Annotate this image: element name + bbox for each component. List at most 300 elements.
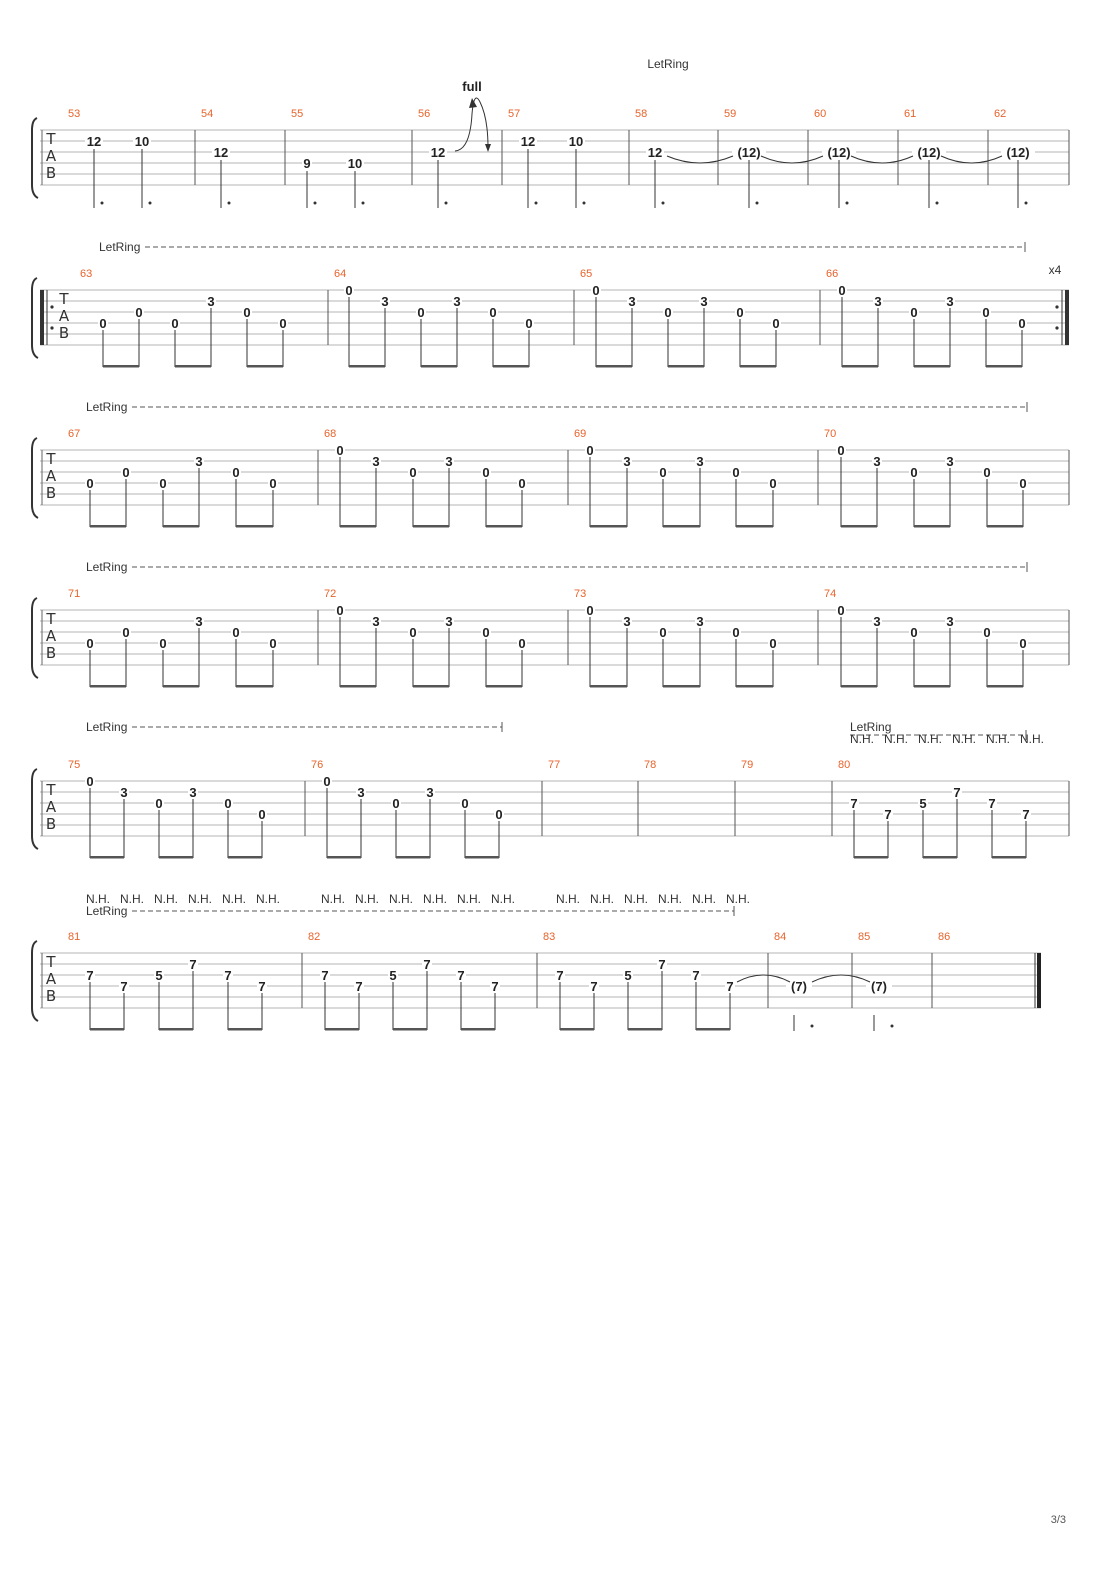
fret-number: 0 [122,625,130,640]
fret-number: 3 [453,294,461,309]
fret-number: 7 [658,957,666,972]
tab-clef-b: B [58,324,70,342]
tab-clef-a: A [45,467,57,485]
duration-dot [314,202,317,205]
fret-number: 0 [232,465,240,480]
harmonic-label: N.H. [355,892,379,906]
beam [90,525,126,528]
fret-number: 0 [495,807,503,822]
tab-clef-a: A [45,798,57,816]
fret-number: 0 [461,796,469,811]
fret-number: 0 [518,636,526,651]
fret-number: 0 [482,465,490,480]
fret-number: 5 [155,968,163,983]
let-ring-label: LetRing [86,400,128,414]
tie-arc [851,156,913,163]
tab-clef-b: B [45,987,57,1005]
fret-number: 3 [445,614,453,629]
harmonic-label: N.H. [850,732,874,746]
fret-number: 0 [983,465,991,480]
fret-number: 0 [659,465,667,480]
system-bracket [32,278,38,358]
measure-number: 59 [724,108,737,120]
beam [461,1028,495,1031]
fret-number: 0 [86,476,94,491]
harmonic-label: N.H. [590,892,614,906]
beam [842,365,878,368]
beam [854,856,888,859]
fret-number: 7 [988,796,996,811]
beam [493,365,529,368]
fret-number: 0 [99,316,107,331]
harmonic-label: N.H. [1020,732,1044,746]
fret-number: 3 [207,294,215,309]
fret-number: 0 [258,807,266,822]
beam [247,365,283,368]
bend-label: full [462,79,482,94]
fret-number: 7 [556,968,564,983]
fret-number: 12 [430,145,446,160]
fret-number: 0 [910,625,918,640]
measure-number: 68 [324,428,337,440]
fret-number: 3 [874,294,882,309]
beam [421,365,457,368]
measure-number: 56 [418,108,431,120]
measure-number: 55 [291,108,304,120]
measure-number: 66 [826,268,839,280]
beam [175,365,211,368]
beam [987,685,1023,688]
beam [560,1028,594,1031]
beam [340,525,376,528]
fret-number: 12 [213,145,229,160]
fret-number: 0 [1019,476,1027,491]
measure-number: 53 [68,108,81,120]
harmonic-label: N.H. [321,892,345,906]
tab-clef-t: T [46,953,56,971]
fret-number: 7 [189,957,197,972]
measure-number: 67 [68,428,81,440]
fret-number: 5 [919,796,927,811]
let-ring-label: LetRing [86,560,128,574]
fret-number: 7 [224,968,232,983]
beam [696,1028,730,1031]
repeat-end-thick [1065,290,1069,345]
measure-number: 54 [201,108,214,120]
fret-number: 7 [86,968,94,983]
measure-number: 82 [308,931,321,943]
tab-clef-a: A [45,627,57,645]
fret-number: 3 [381,294,389,309]
beam [413,525,449,528]
fret-number: 7 [590,979,598,994]
duration-dot [445,202,448,205]
measure-number: 72 [324,588,337,600]
fret-number: 7 [355,979,363,994]
duration-dot [756,202,759,205]
beam [236,685,273,688]
fret-number: 0 [323,774,331,789]
tab-clef-t: T [46,781,56,799]
fret-number: 0 [86,774,94,789]
fret-number: 3 [372,454,380,469]
beam [914,525,950,528]
fret-number: 0 [159,476,167,491]
fret-number: 0 [664,305,672,320]
fret-number: (12) [827,145,851,160]
fret-number: 0 [269,476,277,491]
harmonic-label: N.H. [188,892,212,906]
fret-number: 7 [953,785,961,800]
fret-number: 3 [946,614,954,629]
fret-number: 0 [910,465,918,480]
system-bracket [32,438,38,518]
beam [159,856,193,859]
harmonic-label: N.H. [918,732,942,746]
tab-system [32,769,1069,849]
fret-number: 0 [336,443,344,458]
fret-number: 7 [1022,807,1030,822]
fret-number: 7 [850,796,858,811]
harmonic-label: N.H. [222,892,246,906]
duration-dot [101,202,104,205]
fret-number: 3 [696,614,704,629]
harmonic-label: N.H. [457,892,481,906]
beam [159,1028,193,1031]
fret-number: 0 [269,636,277,651]
beam [327,856,361,859]
fret-number: 3 [120,785,128,800]
fret-number: 3 [946,454,954,469]
beam [90,685,126,688]
duration-dot [891,1025,894,1028]
harmonic-label: N.H. [120,892,144,906]
fret-number: 0 [86,636,94,651]
tab-clef-t: T [46,130,56,148]
fret-number: 0 [586,603,594,618]
measure-number: 70 [824,428,837,440]
fret-number: 3 [426,785,434,800]
beam [228,856,262,859]
measure-number: 84 [774,931,787,943]
measure-number: 74 [824,588,837,600]
beam [923,856,957,859]
duration-dot [662,202,665,205]
fret-number: 0 [837,443,845,458]
measure-number: 60 [814,108,827,120]
measure-number: 65 [580,268,593,280]
let-ring-label: LetRing [86,904,128,918]
fret-number: 3 [195,454,203,469]
fret-number: 3 [946,294,954,309]
measure-number: 76 [311,759,324,771]
page-number: 3/3 [1050,1514,1066,1526]
let-ring-label: LetRing [850,720,892,734]
beam [992,856,1026,859]
beam [413,685,449,688]
repeat-dot [1055,305,1058,308]
measure-number: 62 [994,108,1007,120]
fret-number: 3 [189,785,197,800]
system-bracket [32,118,38,198]
fret-number: 7 [884,807,892,822]
fret-number: 10 [134,134,150,149]
beam [103,365,139,368]
tie-arc [812,975,870,982]
bend-arrowhead [469,98,477,108]
fret-number: (12) [1006,145,1030,160]
harmonic-label: N.H. [423,892,447,906]
fret-number: 0 [243,305,251,320]
measure-number: 86 [938,931,951,943]
fret-number: 7 [120,979,128,994]
let-ring-label: LetRing [99,240,141,254]
beam [740,365,776,368]
fret-number: 0 [482,625,490,640]
fret-number: 3 [700,294,708,309]
duration-dot [583,202,586,205]
harmonic-label: N.H. [154,892,178,906]
fret-number: 0 [732,625,740,640]
beam [986,365,1022,368]
fret-number: 0 [489,305,497,320]
beam [663,525,700,528]
measure-number: 71 [68,588,81,600]
fret-number: 0 [336,603,344,618]
beam [590,525,627,528]
tab-clef-b: B [45,164,57,182]
duration-dot [149,202,152,205]
fret-number: 12 [520,134,536,149]
system-bracket [32,769,38,849]
fret-number: 3 [445,454,453,469]
fret-number: 10 [347,156,363,171]
fret-number: 0 [736,305,744,320]
fret-number: (7) [791,979,807,994]
harmonic-label: N.H. [86,892,110,906]
beam [465,856,499,859]
fret-number: 0 [409,625,417,640]
beam [663,685,700,688]
tab-clef-b: B [45,644,57,662]
beam [236,525,273,528]
beam [90,856,124,859]
beam [163,525,199,528]
beam [668,365,704,368]
tie-arc [761,156,823,163]
tab-clef-b: B [45,815,57,833]
fret-number: 3 [195,614,203,629]
measure-number: 81 [68,931,81,943]
measure-number: 57 [508,108,521,120]
fret-number: 3 [623,614,631,629]
beam [596,365,632,368]
measure-number: 69 [574,428,587,440]
fret-number: 3 [623,454,631,469]
duration-dot [811,1025,814,1028]
beam [486,525,522,528]
fret-number: 0 [1019,636,1027,651]
fret-number: 0 [409,465,417,480]
beam [736,685,773,688]
fret-number: 7 [321,968,329,983]
beam [841,685,877,688]
measure-number: 80 [838,759,851,771]
repeat-dot [50,326,53,329]
fret-number: 0 [224,796,232,811]
let-ring-label: LetRing [647,57,689,71]
fret-number: 12 [647,145,663,160]
duration-dot [936,202,939,205]
fret-number: 3 [357,785,365,800]
harmonic-label: N.H. [389,892,413,906]
measure-number: 64 [334,268,347,280]
harmonic-label: N.H. [726,892,750,906]
fret-number: (12) [917,145,941,160]
measure-number: 83 [543,931,556,943]
fret-number: 0 [518,476,526,491]
tab-clef-t: T [59,290,69,308]
beam [486,685,522,688]
duration-dot [228,202,231,205]
fret-number: 7 [258,979,266,994]
system-bracket [32,598,38,678]
fret-number: 0 [122,465,130,480]
harmonic-label: N.H. [658,892,682,906]
fret-number: 0 [417,305,425,320]
fret-number: 0 [155,796,163,811]
beam [90,1028,124,1031]
measure-number: 63 [80,268,93,280]
fret-number: 0 [159,636,167,651]
harmonic-label: N.H. [491,892,515,906]
beam [340,685,376,688]
beam [987,525,1023,528]
final-barline-thick [1037,953,1041,1008]
measure-number: 85 [858,931,871,943]
beam [914,685,950,688]
beam [325,1028,359,1031]
duration-dot [1025,202,1028,205]
fret-number: 0 [982,305,990,320]
tab-clef-a: A [45,970,57,988]
fret-number: 12 [86,134,102,149]
duration-dot [535,202,538,205]
let-ring-label: LetRing [86,720,128,734]
fret-number: 0 [910,305,918,320]
harmonic-label: N.H. [692,892,716,906]
bend-arrowhead [485,144,491,152]
beam [914,365,950,368]
harmonic-label: N.H. [556,892,580,906]
fret-number: 9 [303,156,311,171]
measure-number: 75 [68,759,81,771]
beam [590,685,627,688]
fret-number: (7) [871,979,887,994]
fret-number: 0 [983,625,991,640]
tab-clef-t: T [46,450,56,468]
fret-number: 7 [457,968,465,983]
tab-clef-a: A [45,147,57,165]
beam [228,1028,262,1031]
fret-number: 3 [873,614,881,629]
measure-number: 77 [548,759,561,771]
repeat-count: x4 [1048,263,1062,277]
fret-number: 0 [769,636,777,651]
tab-clef-t: T [46,610,56,628]
fret-number: 0 [586,443,594,458]
fret-number: 5 [389,968,397,983]
fret-number: 10 [568,134,584,149]
fret-number: 3 [628,294,636,309]
harmonic-label: N.H. [624,892,648,906]
system-bracket [32,941,38,1021]
fret-number: 7 [726,979,734,994]
measure-number: 79 [741,759,754,771]
fret-number: 0 [838,283,846,298]
fret-number: 3 [372,614,380,629]
harmonic-label: N.H. [952,732,976,746]
fret-number: 0 [345,283,353,298]
measure-number: 58 [635,108,648,120]
fret-number: 0 [772,316,780,331]
fret-number: 3 [873,454,881,469]
fret-number: 0 [392,796,400,811]
fret-number: 0 [279,316,287,331]
fret-number: 0 [659,625,667,640]
beam [163,685,199,688]
fret-number: 3 [696,454,704,469]
tie-arc [737,975,790,982]
beam [841,525,877,528]
beam [393,1028,427,1031]
fret-number: 0 [525,316,533,331]
beam [349,365,385,368]
tab-clef-b: B [45,484,57,502]
tab-clef-a: A [58,307,70,325]
fret-number: 0 [592,283,600,298]
fret-number: 0 [171,316,179,331]
tab-system [32,118,1069,198]
tie-arc [941,156,1002,163]
duration-dot [846,202,849,205]
measure-number: 73 [574,588,587,600]
fret-number: 0 [135,305,143,320]
fret-number: 7 [491,979,499,994]
duration-dot [362,202,365,205]
beam [736,525,773,528]
measure-number: 61 [904,108,917,120]
fret-number: 7 [692,968,700,983]
harmonic-label: N.H. [884,732,908,746]
tie-arc [667,156,733,163]
harmonic-label: N.H. [986,732,1010,746]
harmonic-label: N.H. [256,892,280,906]
fret-number: 0 [1018,316,1026,331]
tab-system [32,941,1041,1021]
fret-number: 0 [232,625,240,640]
measure-number: 78 [644,759,657,771]
fret-number: 0 [769,476,777,491]
beam [628,1028,662,1031]
fret-number: 0 [732,465,740,480]
beam [396,856,430,859]
fret-number: 0 [837,603,845,618]
repeat-dot [1055,326,1058,329]
repeat-dot [50,305,53,308]
repeat-start-thick [40,290,44,345]
fret-number: 5 [624,968,632,983]
